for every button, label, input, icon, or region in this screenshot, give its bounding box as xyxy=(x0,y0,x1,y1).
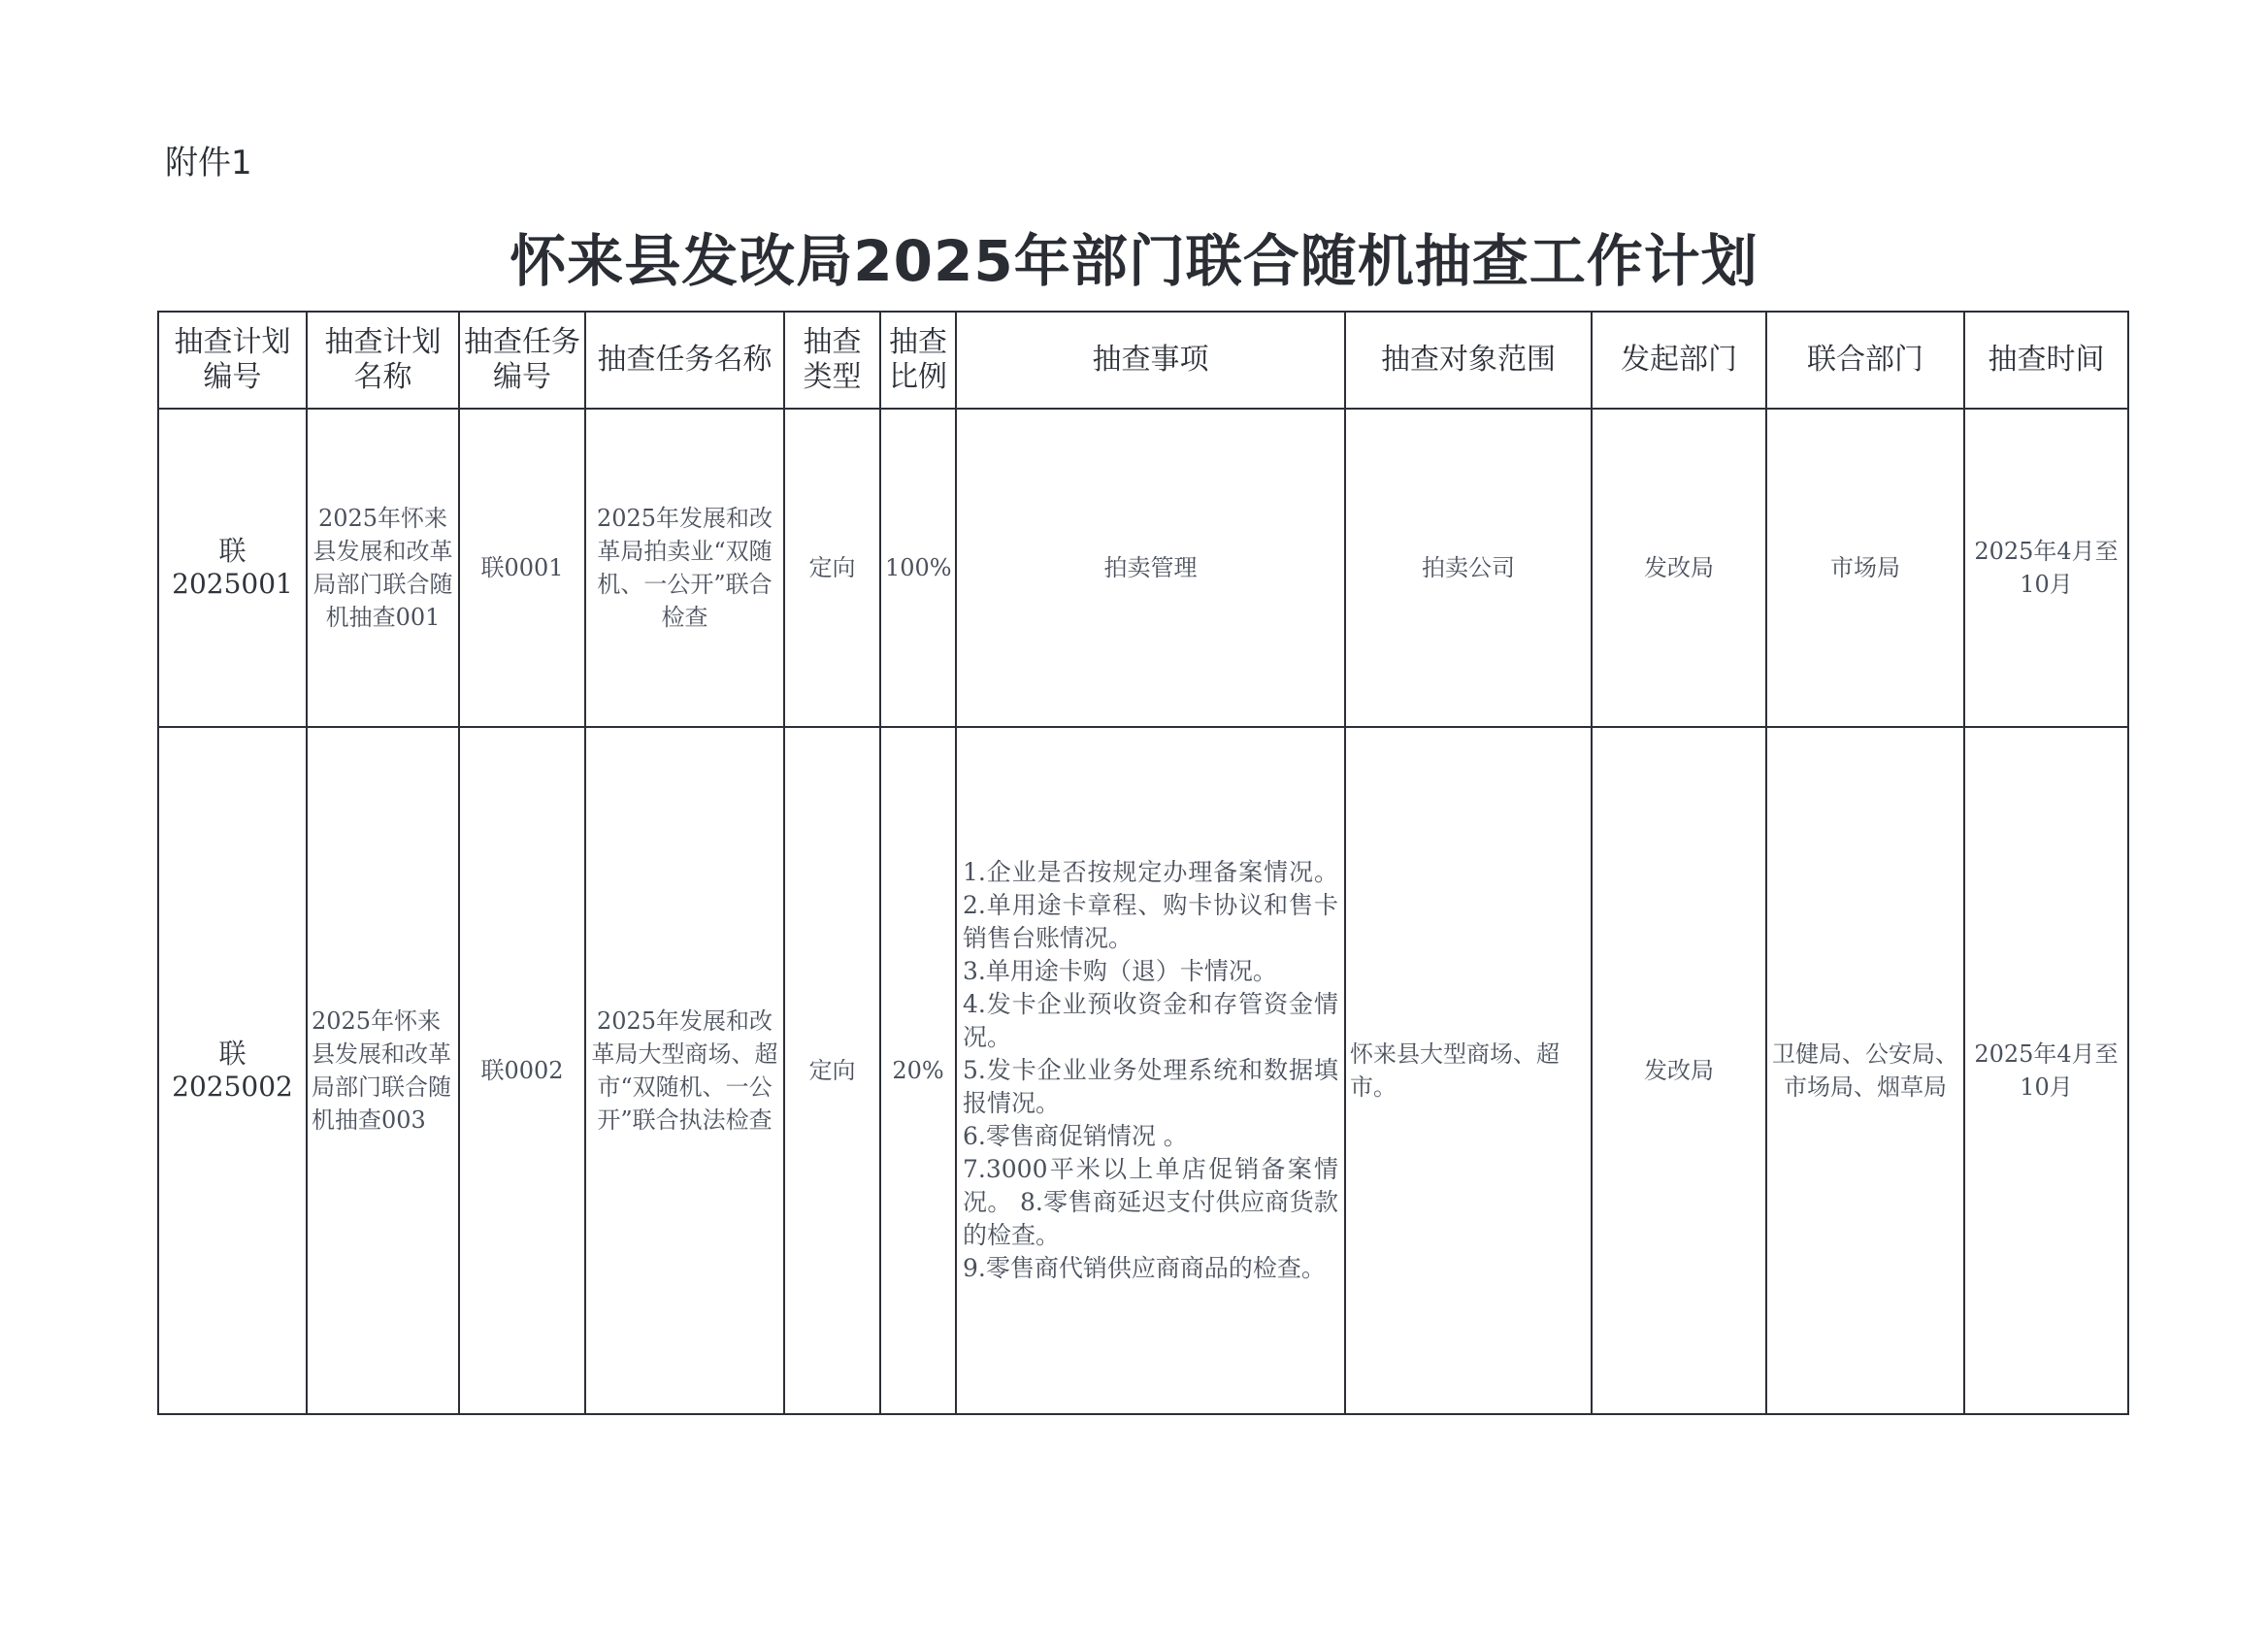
cell-initiator: 发改局 xyxy=(1592,409,1766,727)
cell-type: 定向 xyxy=(784,409,880,727)
item-line: 4.发卡企业预收资金和存管资金情况。 xyxy=(963,990,1338,1051)
page-title: 怀来县发改局2025年部门联合随机抽查工作计划 xyxy=(509,228,1759,294)
header-task-no: 抽查任务编号 xyxy=(459,312,585,409)
table-header-row xyxy=(158,312,2128,409)
table-row xyxy=(158,409,2128,727)
cell-plan-name: 2025年怀来县发展和改革局部门联合随机抽查001 xyxy=(307,409,459,727)
cell-plan-name: 2025年怀来县发展和改革局部门联合随机抽查003 xyxy=(307,727,459,1414)
cell-scope: 拍卖公司 xyxy=(1345,409,1592,727)
header-items: 抽查事项 xyxy=(956,312,1345,409)
cell-task-name: 2025年发展和改革局拍卖业“双随机、一公开”联合检查 xyxy=(585,409,784,727)
item-line: 9.零售商代销供应商商品的检查。 xyxy=(963,1254,1326,1282)
cell-plan-no: 联2025001 xyxy=(158,409,307,727)
header-scope: 抽查对象范围 xyxy=(1345,312,1592,409)
table-row xyxy=(158,727,2128,1414)
header-ratio: 抽查比例 xyxy=(880,312,956,409)
cell-type: 定向 xyxy=(784,727,880,1414)
cell-initiator: 发改局 xyxy=(1592,727,1766,1414)
cell-task-no: 联0002 xyxy=(459,727,585,1414)
item-line: 7.3000平米以上单店促销备案情况。 8.零售商延迟支付供应商货款的检查。 xyxy=(963,1155,1338,1249)
cell-task-no: 联0001 xyxy=(459,409,585,727)
attachment-label: 附件1 xyxy=(165,144,252,182)
cell-plan-no: 联2025002 xyxy=(158,727,307,1414)
header-task-name: 抽查任务名称 xyxy=(585,312,784,409)
cell-ratio: 100% xyxy=(880,409,956,727)
cell-time: 2025年4月至10月 xyxy=(1964,727,2128,1414)
item-line: 3.单用途卡购（退）卡情况。 xyxy=(963,957,1277,985)
item-line: 1.企业是否按规定办理备案情况。 2.单用途卡章程、购卡协议和售卡销售台账情况。 xyxy=(963,858,1338,952)
cell-items xyxy=(956,727,1345,1414)
cell-items: 拍卖管理 xyxy=(956,409,1345,727)
cell-joint: 卫健局、公安局、市场局、烟草局 xyxy=(1766,727,1964,1414)
header-type: 抽查类型 xyxy=(784,312,880,409)
item-line: 6.零售商促销情况 。 xyxy=(963,1122,1188,1150)
header-plan-name: 抽查计划名称 xyxy=(307,312,459,409)
cell-time: 2025年4月至10月 xyxy=(1964,409,2128,727)
cell-ratio: 20% xyxy=(880,727,956,1414)
cell-task-name: 2025年发展和改革局大型商场、超市“双随机、一公开”联合执法检查 xyxy=(585,727,784,1414)
header-joint: 联合部门 xyxy=(1766,312,1964,409)
inspection-plan-table xyxy=(157,311,2129,1415)
cell-scope: 怀来县大型商场、超市。 xyxy=(1345,727,1592,1414)
item-line: 5.发卡企业业务处理系统和数据填报情况。 xyxy=(963,1056,1338,1117)
header-plan-no: 抽查计划编号 xyxy=(158,312,307,409)
header-initiator: 发起部门 xyxy=(1592,312,1766,409)
cell-joint: 市场局 xyxy=(1766,409,1964,727)
header-time: 抽查时间 xyxy=(1964,312,2128,409)
